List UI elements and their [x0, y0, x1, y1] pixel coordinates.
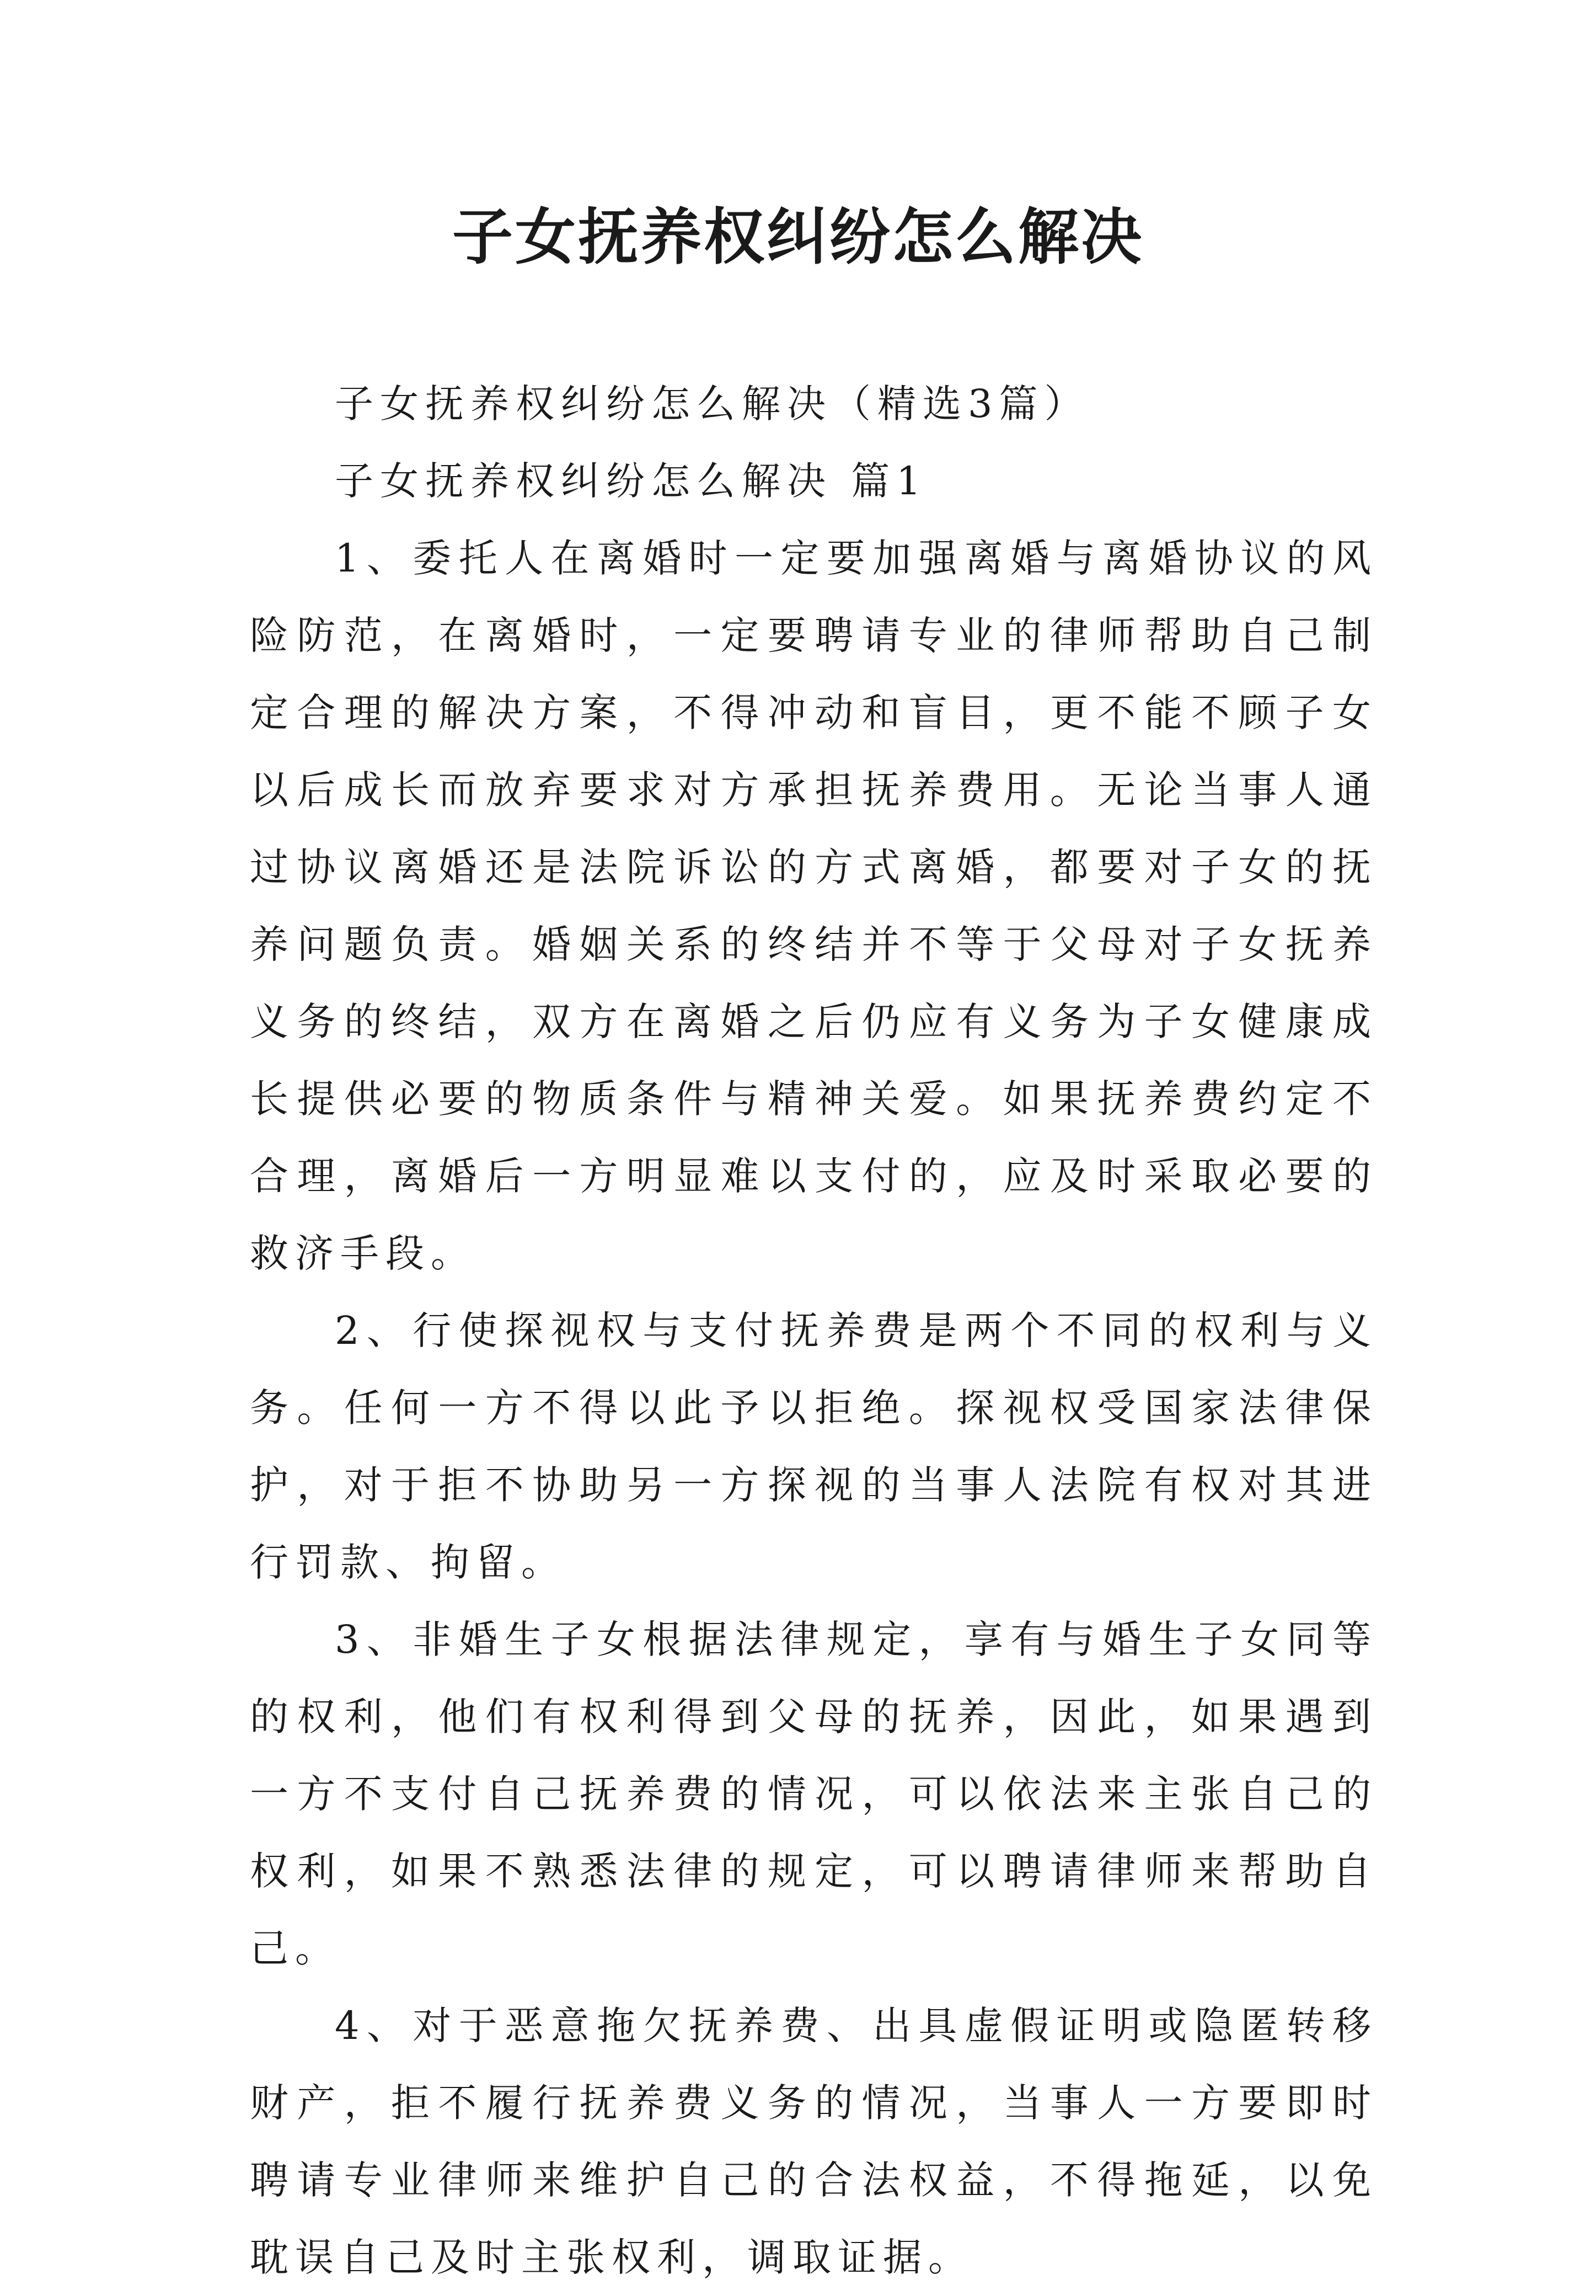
- body-paragraph: 3、非婚生子女根据法律规定，享有与婚生子女同等的权利，他们有权利得到父母的抚养，因此，如果遇到一方不支付自己抚养费的情况，可以依法来主张自己的权利，如果不熟悉法律的规定，可以聘请律师来帮助自己。: [250, 1617, 1378, 1971]
- article-heading: 子女抚养权纠纷怎么解决 篇1: [335, 458, 928, 504]
- body-paragraph: 1、委托人在离婚时一定要加强离婚与离婚协议的风险防范，在离婚时，一定要聘请专业的律师帮助自己制定合理的解决方案，不得冲动和盲目，更不能不顾子女以后成长而放弃要求对方承担抚养费用。无论当事人通过协议离婚还是法院诉讼的方式离婚，都要对子女的抚养问题负责。婚姻关系的终结并不等于父母对子女抚养义务的终结，双方在离婚之后仍应有义务为子女健康成长提供必要的物质条件与精神关爱。如果抚养费约定不合理，离婚后一方明显难以支付的，应及时采取必要的救济手段。: [250, 536, 1378, 1276]
- document-title: 子女抚养权纠纷怎么解决: [452, 201, 1144, 273]
- document-body: [250, 365, 1378, 2296]
- body-paragraph: 4、对于恶意拖欠抚养费、出具虚假证明或隐匿转移财产，拒不履行抚养费义务的情况，当事人一方要即时聘请专业律师来维护自己的合法权益，不得拖延，以免耽误自己及时主张权利，调取证据。: [250, 2003, 1378, 2280]
- collection-heading: 子女抚养权纠纷怎么解决（精选3篇）: [335, 381, 1090, 426]
- body-paragraph: 2、行使探视权与支付抚养费是两个不同的权利与义务。任何一方不得以此予以拒绝。探视权受国家法律保护，对于拒不协助另一方探视的当事人法院有权对其进行罚款、拘留。: [250, 1308, 1378, 1585]
